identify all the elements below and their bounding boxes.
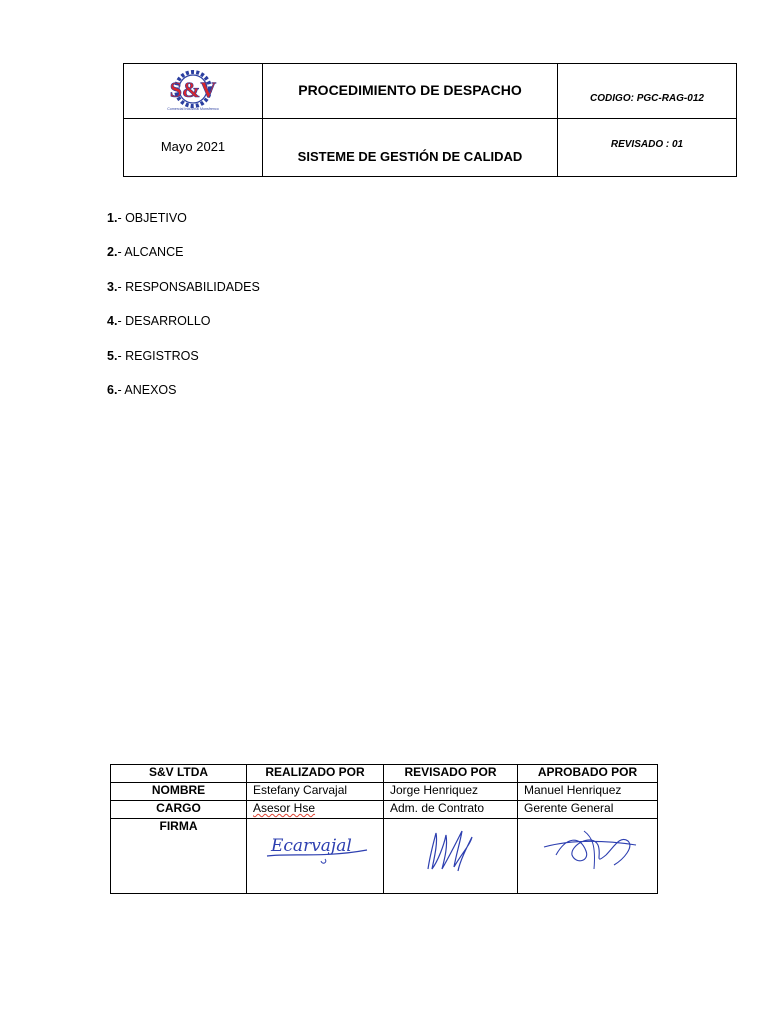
toc-item-responsabilidades: 3.- RESPONSABILIDADES <box>107 279 260 294</box>
toc-item-registros: 5.- REGISTROS <box>107 348 199 363</box>
signature-revisado <box>414 825 494 877</box>
firma-aprobado <box>518 819 658 894</box>
toc-item-desarrollo: 4.- DESARROLLO <box>107 314 211 329</box>
document-date: Mayo 2021 <box>160 139 226 155</box>
firma-realizado <box>247 819 384 894</box>
signature-header-row <box>111 765 658 783</box>
cargo-realizado: Asesor Hse <box>247 801 384 819</box>
logo-cell <box>124 64 263 119</box>
signature-aprobado <box>536 825 646 877</box>
date-cell <box>124 118 263 176</box>
signature-realizado <box>263 825 373 869</box>
toc-item-alcance: 2.- ALCANCE <box>107 245 184 260</box>
document-title: PROCEDIMIENTO DE DESPACHO <box>298 81 522 98</box>
revisado-header: REVISADO POR <box>384 765 518 783</box>
signature-table <box>110 764 658 894</box>
nombre-aprobado: Manuel Henriquez <box>518 783 658 801</box>
title-cell <box>263 64 558 119</box>
document-header <box>123 63 737 177</box>
revision-cell <box>558 118 737 176</box>
firma-label: FIRMA <box>111 819 247 894</box>
firma-row <box>111 819 658 894</box>
revision-label: REVISADO : 01 <box>610 138 684 150</box>
logo-subtext: Comercial Industrial Monsfrenco <box>167 106 219 111</box>
document-code: CODIGO: PGC-RAG-012 <box>590 92 704 104</box>
realizado-header: REALIZADO POR <box>247 765 384 783</box>
cargo-revisado: Adm. de Contrato <box>384 801 518 819</box>
cargo-label: CARGO <box>111 801 247 819</box>
company-header: S&V LTDA <box>111 765 247 783</box>
nombre-row <box>111 783 658 801</box>
aprobado-header: APROBADO POR <box>518 765 658 783</box>
toc-item-anexos: 6.- ANEXOS <box>107 382 177 397</box>
code-cell <box>558 64 737 119</box>
toc-item-objetivo: 1.- OBJETIVO <box>107 211 187 225</box>
nombre-realizado: Estefany Carvajal <box>247 783 384 801</box>
nombre-revisado: Jorge Henriquez <box>384 783 518 801</box>
table-of-contents <box>107 210 260 416</box>
cargo-row <box>111 801 658 819</box>
logo-text: S&V <box>169 76 217 102</box>
company-logo <box>156 70 230 112</box>
cargo-aprobado: Gerente General <box>518 801 658 819</box>
firma-revisado <box>384 819 518 894</box>
subtitle-cell <box>263 118 558 176</box>
nombre-label: NOMBRE <box>111 783 247 801</box>
svg-text:Ecarvajal: Ecarvajal <box>271 836 352 856</box>
document-subtitle: SISTEME DE GESTIÓN DE CALIDAD <box>297 148 523 164</box>
